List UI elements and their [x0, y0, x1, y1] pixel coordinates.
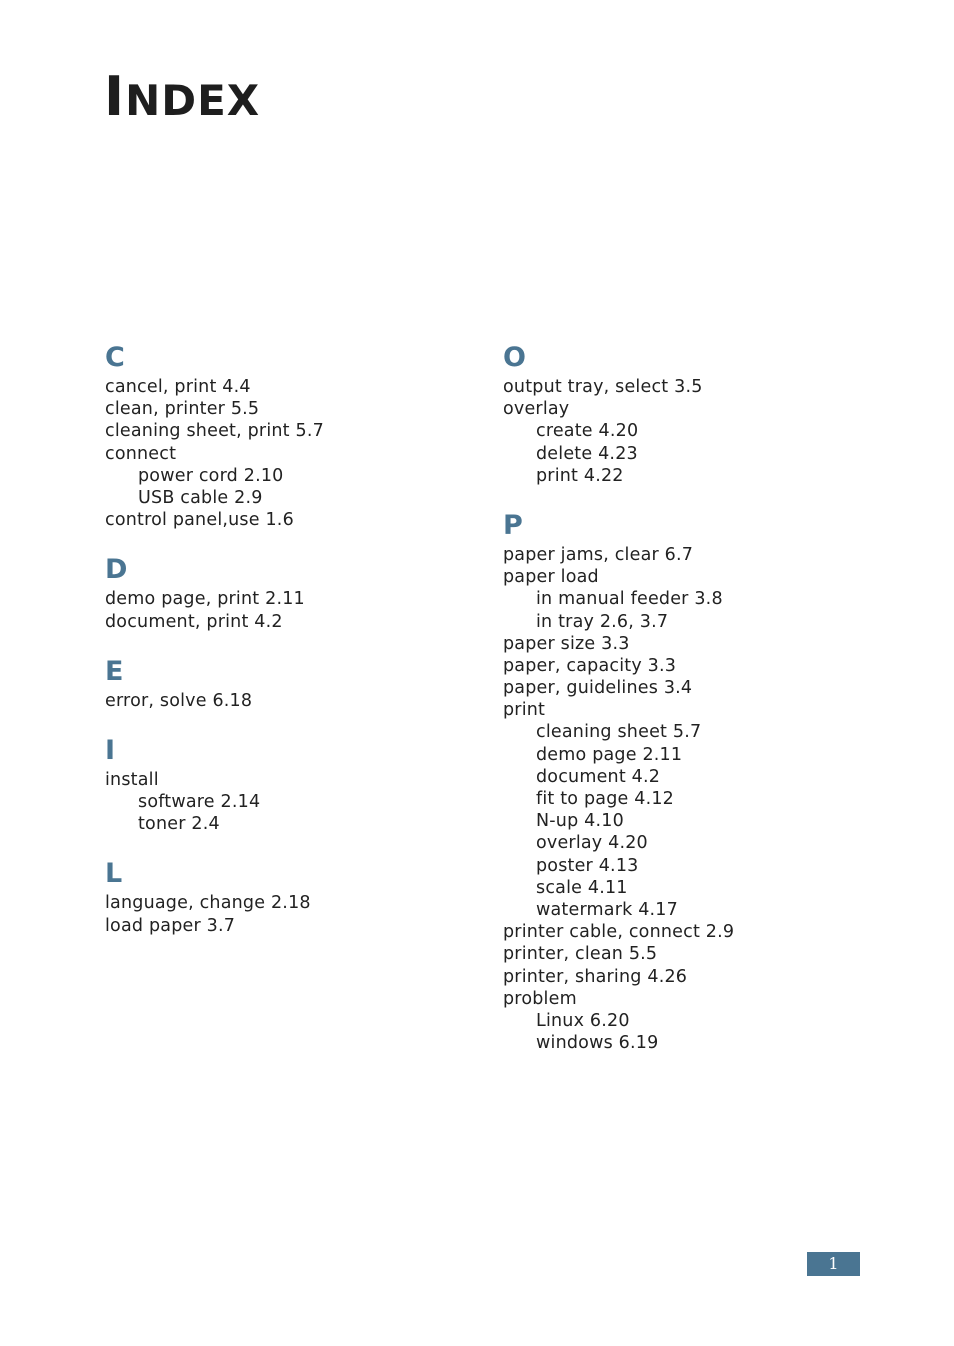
index-entry: paper load [503, 567, 599, 588]
index-entry: connect [105, 443, 177, 464]
index-entry: cancel, print 4.4 [105, 377, 251, 397]
index-entry: clean, printer 5.5 [105, 399, 260, 420]
index-section-d [105, 552, 485, 632]
index-entry: document, print 4.2 [105, 611, 283, 632]
index-entry: printer cable, connect 2.9 [503, 922, 735, 943]
index-subentry: power cord 2.10 [138, 465, 284, 486]
index-subentry: create 4.20 [536, 421, 639, 442]
section-letter: C [105, 342, 125, 373]
index-column-left [105, 340, 485, 937]
index-entry: problem [503, 988, 577, 1009]
index-section-o [503, 340, 883, 487]
page-title-initial: I [104, 65, 126, 128]
page-title-rest: NDEX [125, 76, 261, 125]
page-title [104, 65, 261, 128]
index-subentry: cleaning sheet 5.7 [536, 722, 702, 743]
index-subentry: toner 2.4 [138, 814, 220, 835]
index-section-c [105, 340, 485, 531]
index-subentry: delete 4.23 [536, 443, 638, 464]
section-letter: P [503, 509, 523, 541]
index-entry: load paper 3.7 [105, 915, 236, 936]
index-subentry: software 2.14 [138, 792, 261, 813]
section-letter: O [503, 342, 526, 373]
index-subentry: Linux 6.20 [536, 1010, 630, 1031]
index-section-l [105, 856, 485, 936]
index-entry: paper, guidelines 3.4 [503, 678, 693, 699]
index-entry: install [105, 769, 159, 790]
index-subentry: print 4.22 [536, 465, 624, 486]
index-subentry: windows 6.19 [536, 1033, 659, 1054]
index-subentry: USB cable 2.9 [138, 487, 263, 508]
index-subentry: in manual feeder 3.8 [536, 589, 723, 610]
index-entry: language, change 2.18 [105, 893, 311, 914]
page-number-badge: 1 [807, 1252, 860, 1276]
index-section-p [503, 508, 883, 1054]
index-subentry: watermark 4.17 [536, 899, 678, 920]
index-entry: error, solve 6.18 [105, 690, 253, 711]
index-column-right [503, 340, 883, 1054]
index-entry: control panel,use 1.6 [105, 510, 294, 531]
section-letter: D [105, 554, 128, 586]
index-subentry: in tray 2.6, 3.7 [536, 611, 669, 632]
index-subentry: poster 4.13 [536, 855, 639, 876]
index-entry: demo page, print 2.11 [105, 589, 305, 610]
index-entry: overlay [503, 399, 570, 420]
index-entry: paper size 3.3 [503, 633, 630, 654]
section-letter: L [105, 858, 123, 890]
index-section-e [105, 654, 485, 712]
index-entry: paper jams, clear 6.7 [503, 544, 694, 565]
index-subentry: document 4.2 [536, 766, 661, 787]
index-entry: output tray, select 3.5 [503, 377, 703, 397]
index-section-i [105, 733, 485, 836]
index-entry: printer, sharing 4.26 [503, 966, 688, 987]
index-subentry: scale 4.11 [536, 877, 628, 898]
index-subentry: overlay 4.20 [536, 833, 648, 854]
index-entry: print [503, 700, 546, 721]
index-entry: printer, clean 5.5 [503, 944, 658, 965]
index-subentry: N-up 4.10 [536, 811, 624, 832]
index-subentry: fit to page 4.12 [536, 789, 675, 809]
index-entry: cleaning sheet, print 5.7 [105, 421, 324, 442]
index-subentry: demo page 2.11 [536, 744, 683, 765]
section-letter: I [105, 734, 116, 766]
index-entry: paper, capacity 3.3 [503, 655, 677, 676]
section-letter: E [105, 655, 124, 687]
